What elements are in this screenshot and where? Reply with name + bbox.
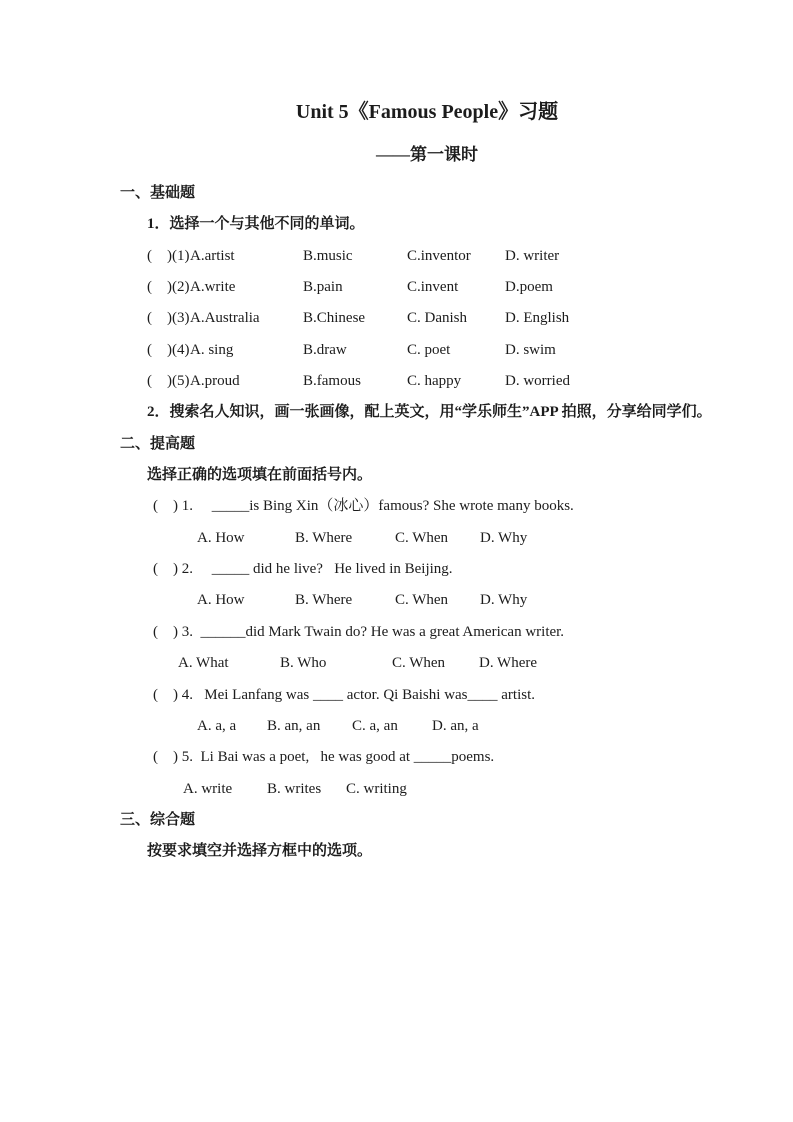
option-a: A. a, a [197, 717, 237, 734]
option-c: C. When [395, 529, 449, 546]
option-b: B.famous [303, 373, 361, 390]
option-c: C.invent [407, 279, 459, 296]
word-row-3 [120, 303, 734, 334]
option-a: A.write [190, 279, 236, 296]
option-c: C. Danish [407, 310, 467, 327]
option-c: C. poet [407, 341, 451, 358]
option-b: B. Who [280, 655, 327, 672]
option-d: D.poem [505, 279, 553, 296]
word-row-1 [120, 241, 734, 272]
option-b: B.music [303, 247, 353, 264]
answer-bracket: ( )(1) [147, 247, 190, 264]
option-b: B. an, an [267, 717, 321, 734]
option-b: B.pain [303, 279, 343, 296]
option-c: C. writing [346, 780, 407, 797]
answer-bracket: ( )(5) [147, 373, 190, 390]
worksheet-title: Unit 5《Famous People》习题 [295, 101, 559, 123]
worksheet-subtitle: ——第一课时 [376, 145, 478, 164]
option-d: D. Why [480, 529, 528, 546]
section3-heading: 三、综合题 [120, 811, 196, 828]
word-row-2 [120, 272, 734, 303]
section2-heading: 二、提高题 [120, 435, 196, 452]
question-4-options [120, 711, 734, 742]
option-c: C.inventor [407, 247, 471, 264]
option-b: B. writes [267, 780, 322, 797]
option-a: A. What [178, 655, 229, 672]
question-2-stem: ( ) 2. _____ did he live? He lived in Beijing. [153, 561, 453, 578]
option-a: A.proud [190, 373, 240, 390]
section1-task2: 2．搜索名人知识，画一张画像，配上英文，用“学乐师生”APP 拍照，分享给同学们。 [147, 404, 712, 421]
question-1-stem: ( ) 1. _____is Bing Xin（冰心）famous? She wrote many books. [153, 498, 574, 515]
section3-instruction: 按要求填空并选择方框中的选项。 [147, 843, 373, 860]
option-c: C. a, an [352, 717, 398, 734]
section1-task1: 1．选择一个与其他不同的单词。 [147, 216, 365, 233]
word-row-4 [120, 335, 734, 366]
answer-bracket: ( )(2) [147, 279, 190, 296]
question-2-options [120, 585, 734, 616]
question-1-options [120, 523, 734, 554]
option-c: C. happy [407, 373, 462, 390]
section1-heading: 一、基础题 [120, 185, 196, 201]
question-4-stem: ( ) 4. Mei Lanfang was ____ actor. Qi Baishi was____ artist. [153, 686, 536, 703]
option-c: C. When [395, 592, 449, 609]
option-b: B.Chinese [303, 310, 366, 327]
answer-bracket: ( )(3) [147, 310, 190, 327]
option-a: A. How [197, 529, 245, 546]
option-d: D. writer [505, 247, 560, 264]
option-a: A. write [183, 780, 233, 797]
option-a: A.Australia [190, 310, 260, 327]
word-row-5 [120, 366, 734, 397]
option-a: A. How [197, 592, 245, 609]
answer-bracket: ( )(4) [147, 341, 190, 358]
option-d: D. swim [505, 341, 556, 358]
option-b: B. Where [295, 592, 353, 609]
option-d: D. Why [480, 592, 528, 609]
option-d: D. an, a [432, 717, 479, 734]
option-a: A.artist [190, 247, 235, 264]
option-d: D. Where [479, 655, 538, 672]
option-b: B. Where [295, 529, 353, 546]
option-d: D. English [505, 310, 570, 327]
option-c: C. When [392, 655, 446, 672]
section2-instruction: 选择正确的选项填在前面括号内。 [147, 467, 373, 484]
question-3-options [120, 648, 734, 679]
option-d: D. worried [505, 373, 570, 390]
option-b: B.draw [303, 341, 347, 358]
question-3-stem: ( ) 3. ______did Mark Twain do? He was a great American writer. [153, 623, 565, 640]
option-a: A. sing [190, 341, 234, 358]
question-5-stem: ( ) 5. Li Bai was a poet, he was good at _____poems. [153, 749, 495, 766]
question-5-options [120, 774, 734, 805]
